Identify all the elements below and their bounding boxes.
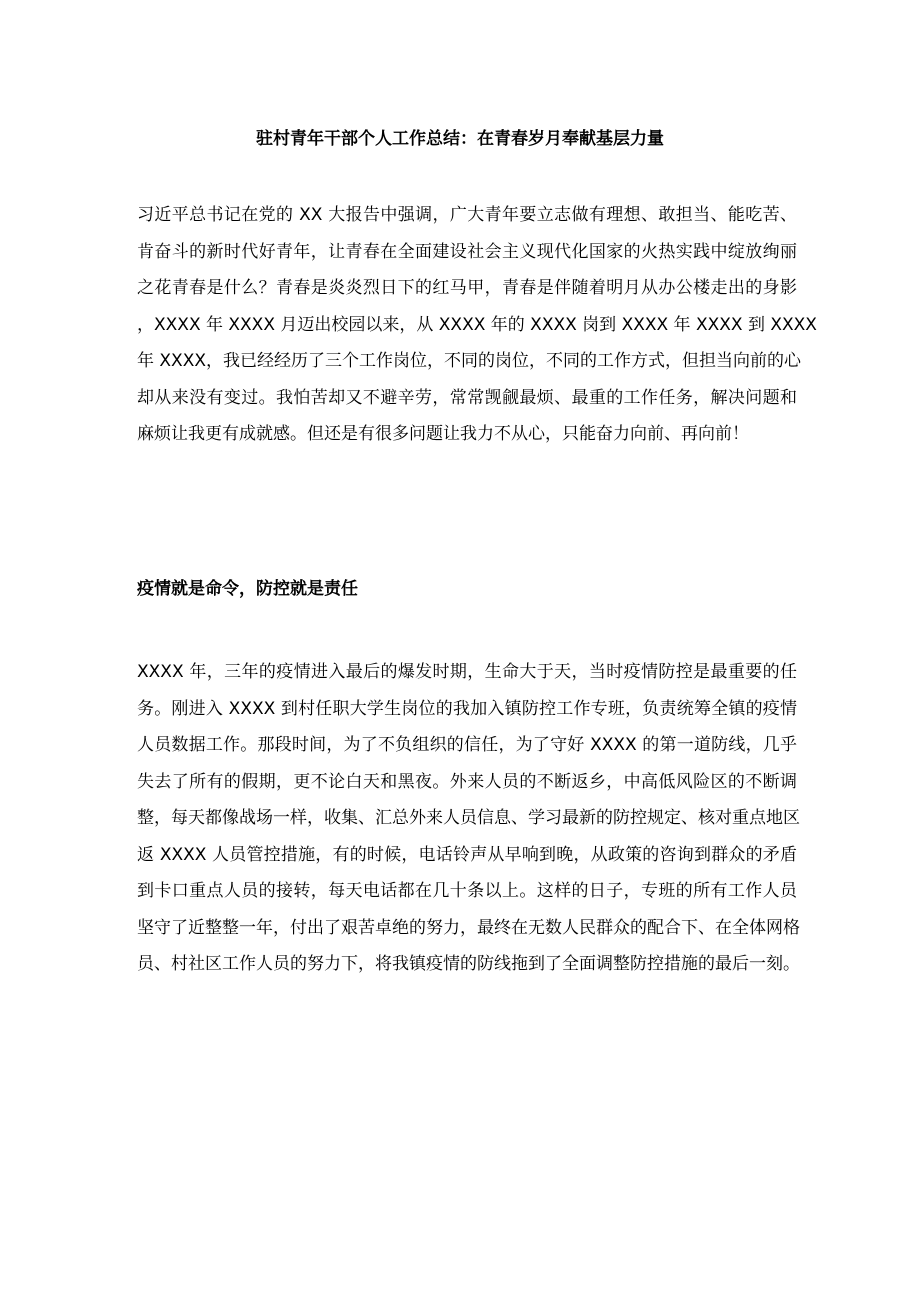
paragraph-line: 肯奋斗的新时代好青年，让青春在全面建设社会主义现代化国家的火热实践中绽放绚丽: [137, 241, 797, 262]
paragraph-line: 到卡口重点人员的接转，每天电话都在几十条以上。这样的日子，专班的所有工作人员: [137, 881, 797, 901]
paragraph-line: 务。刚进入 XXXX 到村任职大学生岗位的我加入镇防控工作专班，负责统筹全镇的疫情: [137, 698, 797, 719]
paragraph-line: 员、村社区工作人员的努力下，将我镇疫情的防线拖到了全面调整防控措施的最后一刻。: [137, 954, 800, 974]
document-title: 驻村青年干部个人工作总结：在青春岁月奉献基层力量: [256, 129, 664, 149]
paragraph-line: 整，每天都像战场一样，收集、汇总外来人员信息、学习最新的防控规定、核对重点地区: [137, 808, 800, 828]
paragraph-line: 习近平总书记在党的 XX 大报告中强调，广大青年要立志做有理想、敢担当、能吃苦、: [137, 205, 797, 225]
paragraph-line: 之花青春是什么？青春是炎炎烈日下的红马甲，青春是伴随着明月从办公楼走出的身影: [137, 278, 797, 298]
paragraph-line: 却从来没有变过。我怕苦却又不避辛劳，常常觊觎最烦、最重的工作任务，解决问题和: [137, 387, 797, 408]
paragraph-line: 返 XXXX 人员管控措施，有的时候，电话铃声从早响到晚，从政策的咨询到群众的矛盾: [137, 844, 797, 865]
paragraph-line: 人员数据工作。那段时间，为了不负组织的信任，为了守好 XXXX 的第一道防线，几乎: [137, 735, 797, 755]
paragraph-line: ，XXXX 年 XXXX 月迈出校园以来，从 XXXX 年的 XXXX 岗到 XXXX 年 XXXX 到 XXXX: [137, 314, 817, 335]
intro-paragraph: [137, 197, 817, 453]
paragraph-line: 年 XXXX，我已经经历了三个工作岗位，不同的岗位，不同的工作方式，但担当向前的心: [137, 351, 801, 371]
paragraph-line: 麻烦让我更有成就感。但还是有很多问题让我力不从心，只能奋力向前、再向前！: [137, 424, 749, 444]
paragraph-line: 失去了所有的假期，更不论白天和黑夜。外来人员的不断返乡，中高低风险区的不断调: [137, 771, 797, 792]
section-paragraph: [137, 654, 800, 983]
paragraph-line: XXXX 年，三年的疫情进入最后的爆发时期，生命大于天，当时疫情防控是最重要的任: [137, 662, 797, 682]
paragraph-line: 坚守了近整整一年，付出了艰苦卓绝的努力，最终在无数人民群众的配合下、在全体网格: [137, 917, 800, 938]
section-heading: 疫情就是命令，防控就是责任: [137, 579, 358, 599]
